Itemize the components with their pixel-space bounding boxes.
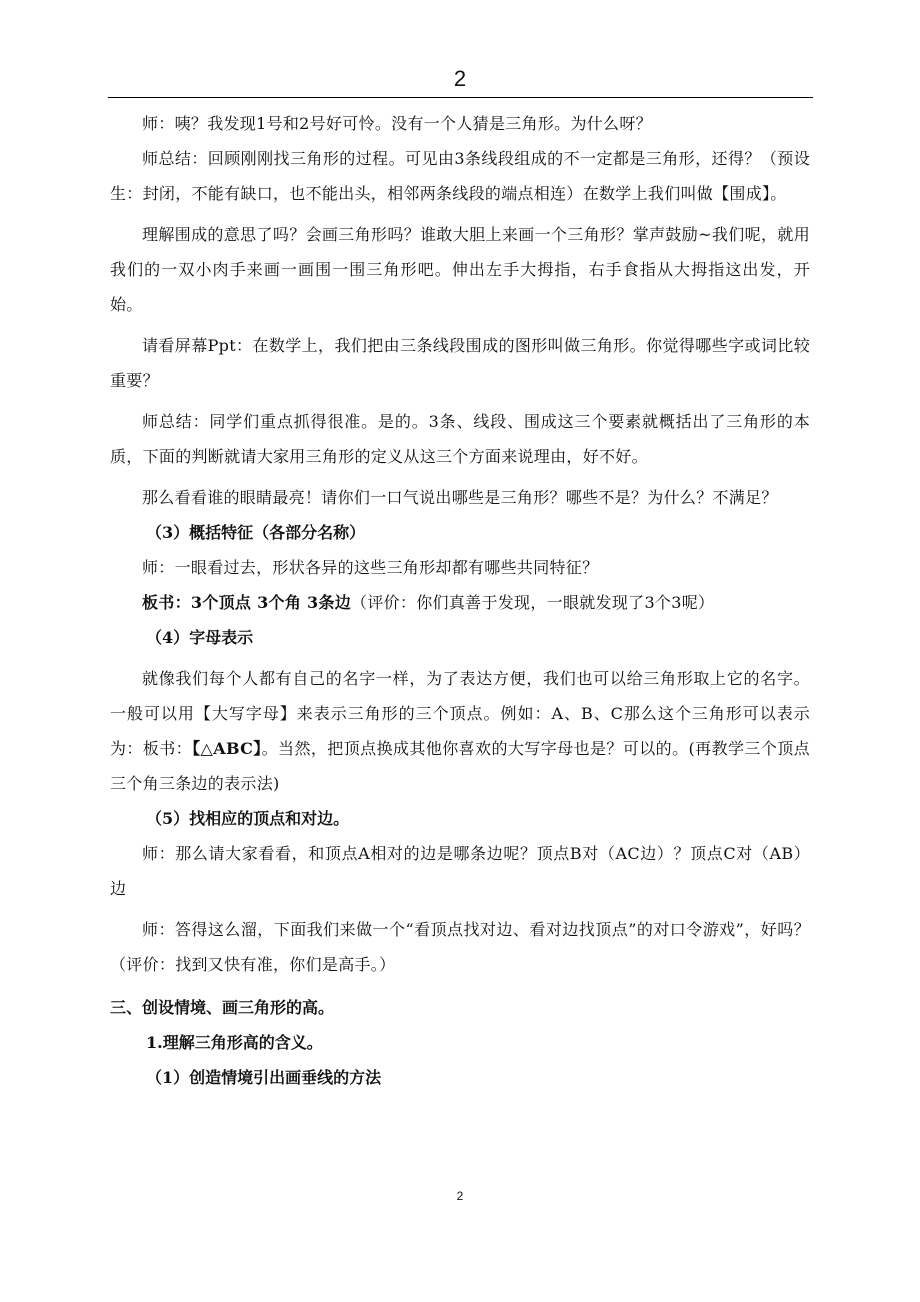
evaluation-note: （评价：你们真善于发现，一眼就发现了3个3呢）: [351, 593, 715, 612]
paragraph: 师：咦？我发现1号和2号好可怜。没有一个人猜是三角形。为什么呀？: [142, 114, 652, 133]
paragraph: 那么看看谁的眼睛最亮！请你们一口气说出哪些是三角形？哪些不是？为什么？不满足？: [142, 488, 778, 507]
document-body: [110, 106, 810, 1095]
section-heading: 三、创设情境、画三角形的高。: [110, 998, 335, 1017]
subheading: （3）概括特征（各部分名称）: [146, 523, 366, 542]
subheading: （4）字母表示: [146, 628, 254, 647]
paragraph: 师总结：回顾刚刚找三角形的过程。可见由3条线段组成的不一定都是三角形，还得？（预设生：封闭，不能有缺口，也不能出头，相邻两条线段的端点相连）在数学上我们叫做【围成】。: [110, 149, 810, 203]
paragraph: [110, 585, 810, 620]
subheading: （5）找相应的顶点和对边。: [146, 809, 350, 828]
paragraph: 师：一眼看过去，形状各异的这些三角形却都有哪些共同特征？: [142, 558, 599, 577]
paragraph: 理解围成的意思了吗？会画三角形吗？谁敢大胆上来画一个三角形？掌声鼓励~我们呢，就用我们的一双小肉手来画一画围一围三角形吧。伸出左手大拇指，右手食指从大拇指这出发，开始。: [110, 225, 810, 314]
board-writing: 板书：3个顶点 3个角 3条边: [142, 593, 352, 612]
paragraph: 师：那么请大家看看，和顶点A相对的边是哪条边呢？顶点B对（AC边）？顶点C对（AB）边: [110, 844, 810, 898]
section-subheading: （1）创造情境引出画垂线的方法: [146, 1068, 382, 1087]
page-footer-number: 2: [456, 1189, 464, 1203]
paragraph: 就像我们每个人都有自己的名字一样，为了表达方便，我们也可以给三角形取上它的名字。一般可以用【大写字母】来表示三角形的三个顶点。例如：A、B、C那么这个三角形可以表示为：板书：【△ABC】。当然，把顶点换成其他你喜欢的大写字母也是？可以的。(再教学三个顶点三个角三条边的表示法): [110, 669, 810, 793]
page-header-number: 2: [453, 66, 467, 91]
paragraph: 请看屏幕Ppt：在数学上，我们把由三条线段围成的图形叫做三角形。你觉得哪些字或词比较重要？: [110, 336, 810, 390]
board-writing: 【△ABC】: [192, 739, 262, 758]
section-subheading: 1.理解三角形高的含义。: [146, 1033, 323, 1052]
header-divider: [108, 97, 813, 98]
paragraph: 师总结：同学们重点抓得很准。是的。3条、线段、围成这三个要素就概括出了三角形的本质，下面的判断就请大家用三角形的定义从这三个方面来说理由，好不好。: [110, 412, 810, 466]
paragraph: 师：答得这么溜，下面我们来做一个“看顶点找对边、看对边找顶点”的对口令游戏”，好吗？（评价：找到又快有准，你们是高手。）: [110, 920, 810, 974]
